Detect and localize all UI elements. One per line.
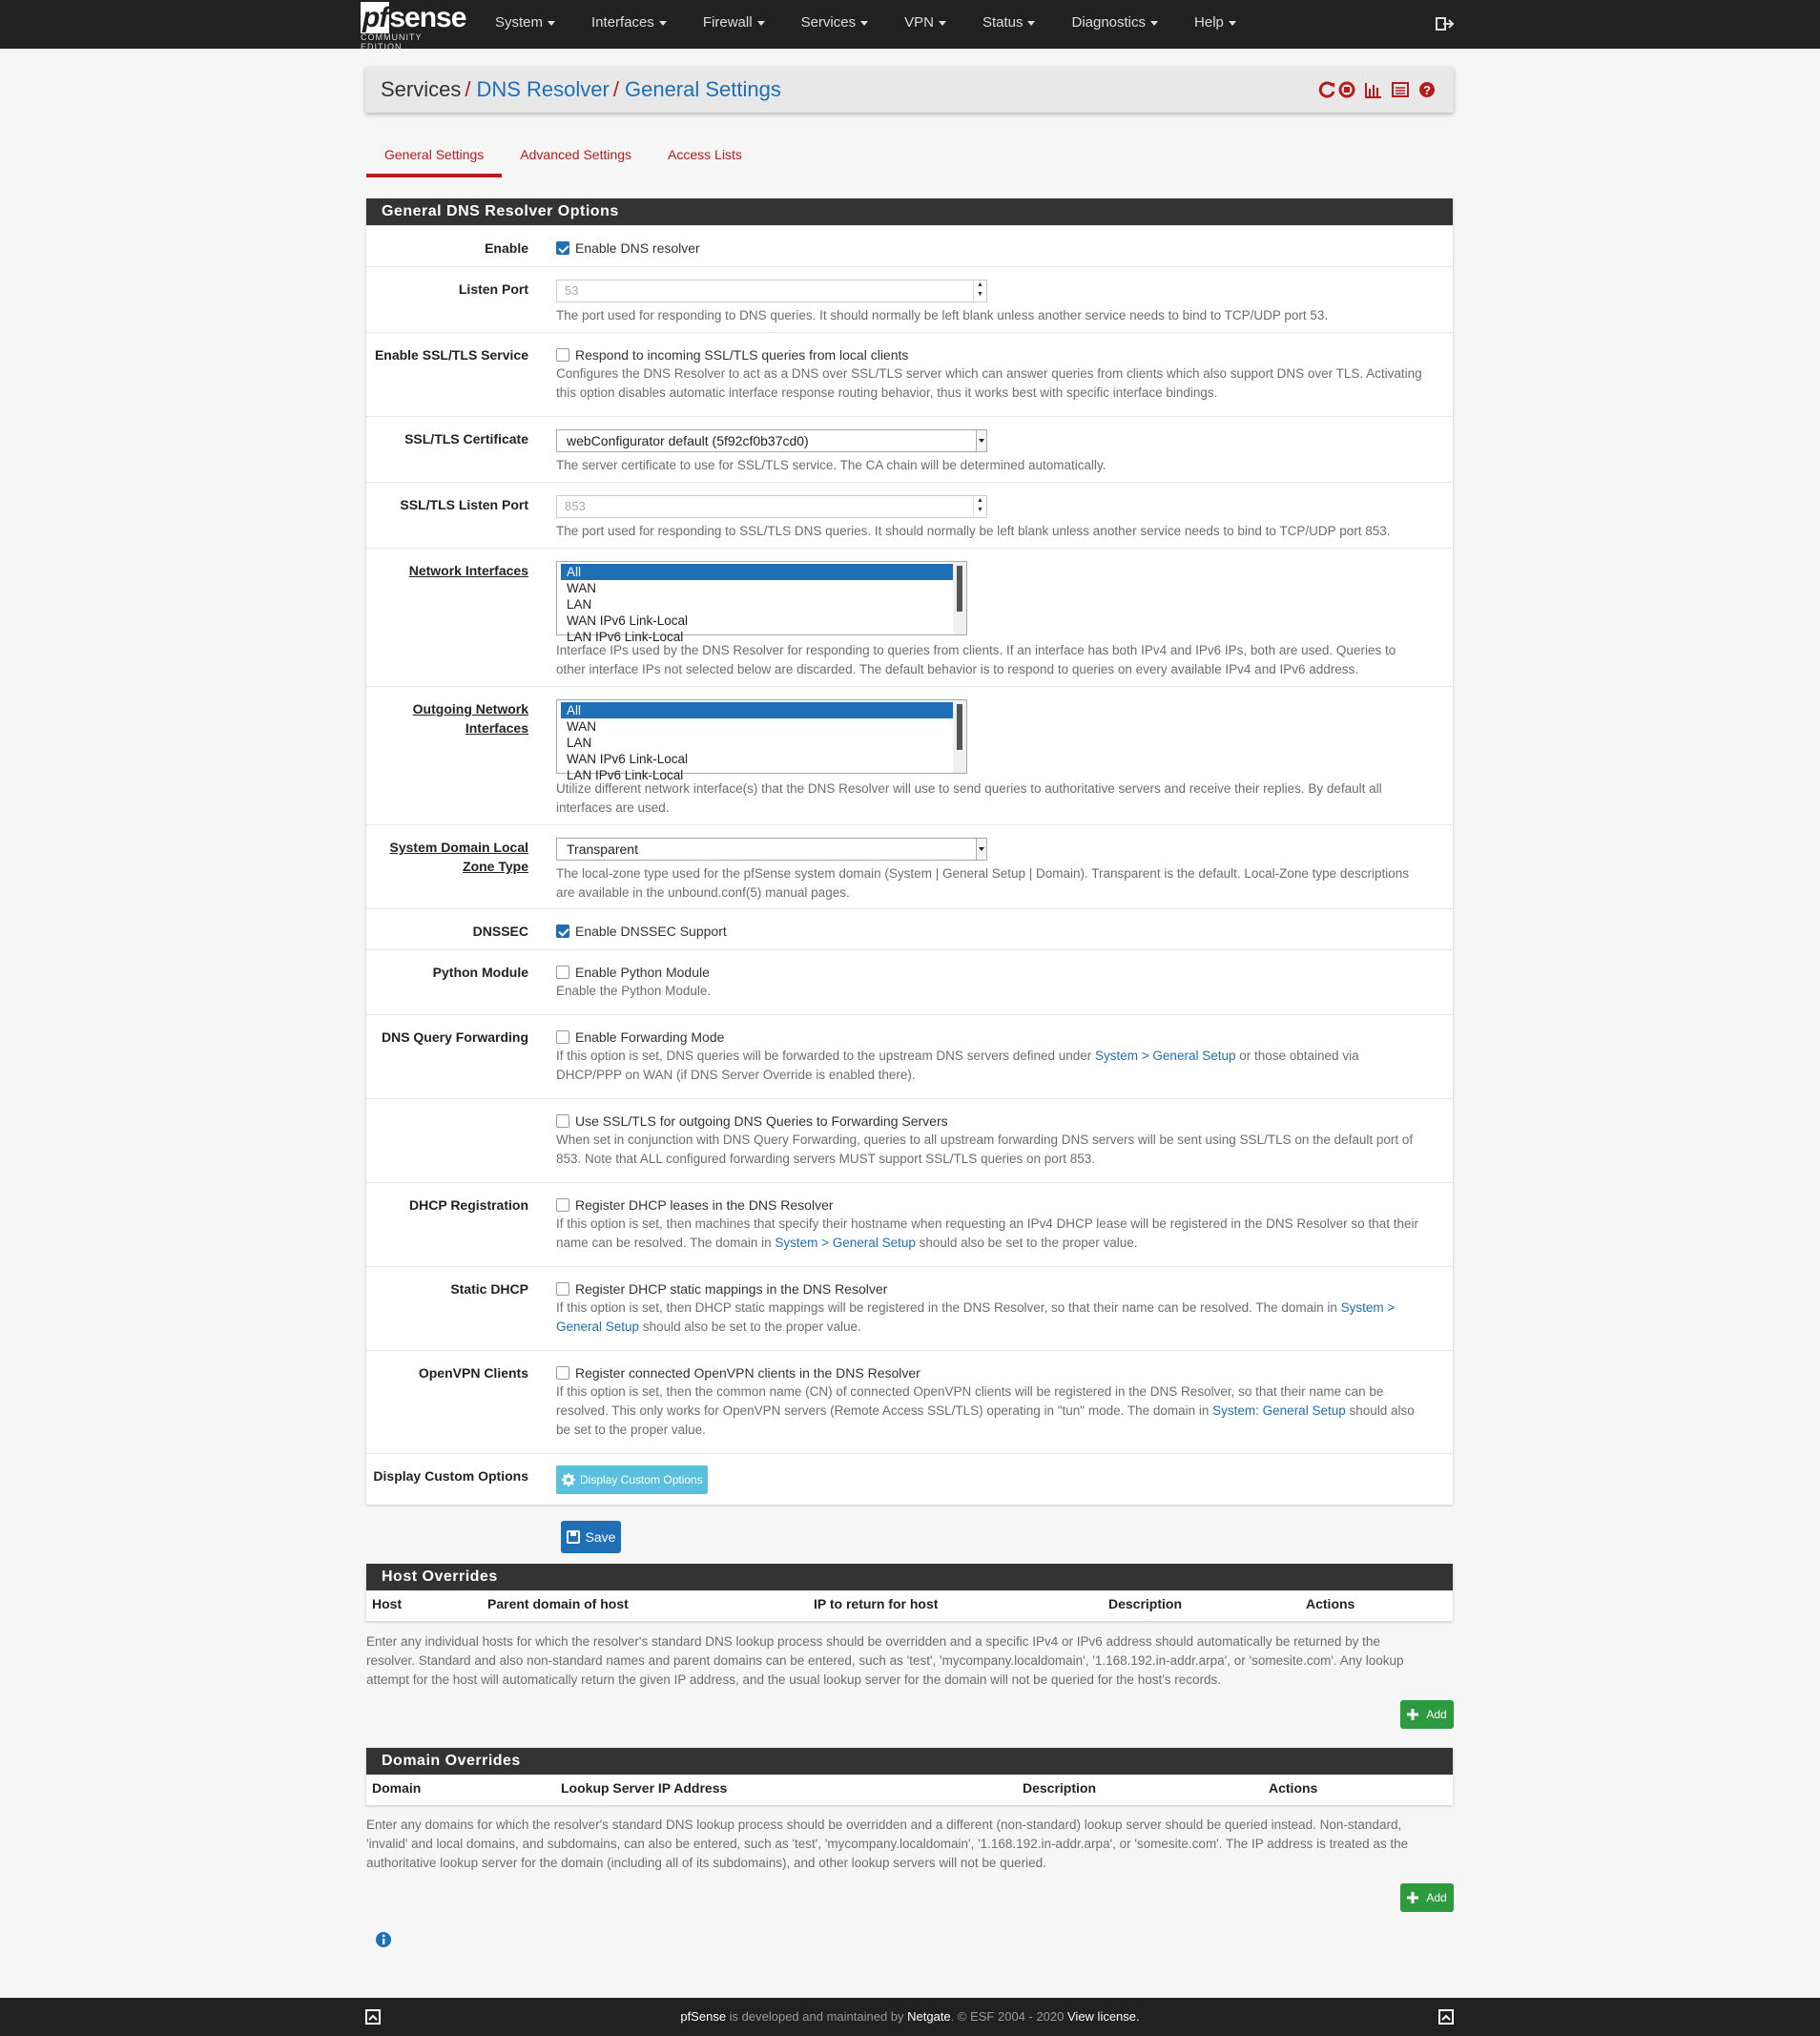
forwarding-mode-checkbox[interactable] [556,1030,569,1044]
expand-icon[interactable] [1438,2009,1454,2025]
menu-status[interactable]: Status [964,0,1054,49]
caret-down-icon [1150,21,1158,26]
tab-general-settings[interactable]: General Settings [366,141,502,177]
ssl-port-input[interactable]: 853 ▲ ▼ [556,495,987,518]
listen-port-input[interactable]: 53 ▲ ▼ [556,280,987,302]
option-lan-ipv6[interactable]: LAN IPv6 Link-Local [567,768,684,782]
row-listen-port: Listen Port 53 ▲ ▼ The port used for responding to DNS queries. It should normally be left blank unless another service needs to bind to TCP/UDP port 53. [366,266,1453,332]
general-setup-link[interactable]: System > General Setup [1095,1049,1236,1063]
column-actions: Actions [1306,1596,1355,1611]
column-host: Host [372,1596,403,1611]
brand-edition: COMMUNITY EDITION [361,32,423,52]
menu-vpn[interactable]: VPN [886,0,964,49]
view-license-link[interactable]: View license. [1067,2009,1140,2024]
save-button[interactable]: Save [561,1521,621,1553]
column-ip: IP to return for host [814,1596,939,1611]
general-setup-link[interactable]: System > General Setup [775,1236,916,1250]
option-lan-ipv6[interactable]: LAN IPv6 Link-Local [567,630,684,644]
option-wan-ipv6[interactable]: WAN IPv6 Link-Local [567,613,689,628]
option-all[interactable]: All [561,564,962,580]
plus-icon [1407,1709,1418,1720]
caret-down-icon [939,21,946,26]
row-custom-options: Display Custom Options Display Custom Options [366,1453,1453,1505]
panel-title: Domain Overrides [366,1748,1453,1775]
scrollbar[interactable] [953,562,966,634]
row-network-interfaces: Network Interfaces All WAN LAN WAN IPv6 Link-Local LAN IPv6 Link-Local Interface IPs used by the DNS Resolver for responding to queries from clients. If an interface has both IPv4 and IPv6 IPs, both are used. Queries to other interface IPs not selected below are discarded. The default behavior is to respond to queries on every available IPv4 and IPv6 address. [366,548,1453,686]
plus-icon [1407,1892,1418,1903]
python-module-checkbox[interactable] [556,966,569,979]
log-icon[interactable] [1391,80,1410,99]
netgate-link[interactable]: Netgate [907,2009,951,2024]
info-icon[interactable] [375,1931,392,1948]
row-ssl-service: Enable SSL/TLS Service Respond to incoming SSL/TLS queries from local clients Configures the DNS Resolver to act as a DNS over SSL/TLS server which can answer queries from clients which also support DNS over TLS. Activating this option disables automatic interface response routing behavior, thus it works best with specific interface bindings. [366,332,1453,416]
caret-down-icon [757,21,765,26]
caret-down-icon [1027,21,1035,26]
menu-diagnostics[interactable]: Diagnostics [1053,0,1176,49]
row-zone-type: System Domain Local Zone Type Transparent The local-zone type used for the pfSense system domain (System | General Setup | Domain). Transparent is the default. Local-Zone type descriptions are available in the unbound.conf(5) manual pages. [366,824,1453,908]
column-description: Description [1108,1596,1183,1611]
caret-down-icon [659,21,667,26]
static-dhcp-checkbox[interactable] [556,1282,569,1296]
row-ssl-cert: SSL/TLS Certificate webConfigurator default (5f92cf0b37cd0) The server certificate to use for SSL/TLS service. The CA chain will be determined automatically. [366,416,1453,482]
dropdown-arrow-icon [976,430,986,451]
column-lookup-server: Lookup Server IP Address [561,1780,728,1796]
caret-down-icon [1229,21,1236,26]
network-interfaces-select[interactable] [556,561,967,644]
dropdown-arrow-icon [976,839,986,860]
breadcrumb-dns-resolver[interactable]: DNS Resolver [476,77,610,101]
breadcrumb-services: Services [381,77,462,101]
option-wan[interactable]: WAN [567,581,596,595]
gear-icon [562,1473,575,1486]
ssl-cert-select[interactable]: webConfigurator default (5f92cf0b37cd0) [556,429,987,452]
host-overrides-panel [366,1564,1453,1621]
add-host-override-button[interactable]: Add [1400,1700,1454,1729]
menu-services[interactable]: Services [783,0,887,49]
tab-advanced-settings[interactable]: Advanced Settings [520,147,632,162]
scrollbar[interactable] [953,700,966,773]
column-domain: Domain [372,1780,422,1796]
forwarding-ssl-checkbox[interactable] [556,1114,569,1128]
display-custom-options-button[interactable]: Display Custom Options [556,1465,708,1494]
row-forwarding: DNS Query Forwarding Enable Forwarding Mode If this option is set, DNS queries will be forwarded to the upstream DNS servers defined under System > General Setup or those obtained via DHCP/PPP on WAN (if DNS Server Override is enabled there). [366,1014,1453,1098]
svg-text:?: ? [1423,83,1431,97]
caret-down-icon [860,21,868,26]
dnssec-checkbox[interactable] [556,925,569,938]
dhcp-registration-checkbox[interactable] [556,1198,569,1212]
row-forwarding-ssl: Use SSL/TLS for outgoing DNS Queries to Forwarding Servers When set in conjunction with DNS Query Forwarding, queries to all upstream forwarding DNS servers will be sent using SSL/TLS on the default port of 853. Note that ALL configured forwarding servers MUST support SSL/TLS queries on port 853. [366,1098,1453,1182]
pfsense-logo[interactable]: pfsense COMMUNITY EDITION [361,2,466,52]
general-setup-link[interactable]: System: General Setup [1212,1403,1346,1418]
table-header [366,1775,1453,1803]
row-dnssec: DNSSEC Enable DNSSEC Support [366,908,1453,949]
row-enable: Enable Enable DNS resolver [366,225,1453,266]
settings-tabs [366,141,760,177]
column-description: Description [1023,1780,1097,1796]
column-parent-domain: Parent domain of host [487,1596,629,1611]
floppy-disk-icon [567,1530,580,1544]
label-enable: Enable [485,240,528,256]
panel-title: Host Overrides [366,1564,1453,1590]
spinner-icon[interactable]: ▲ ▼ [973,280,986,301]
general-setup-link[interactable]: System > [1340,1300,1396,1315]
panel-title: General DNS Resolver Options [366,198,1453,225]
menu-firewall[interactable]: Firewall [685,0,783,49]
menu-interfaces[interactable]: Interfaces [573,0,685,49]
general-options-panel [366,198,1453,1505]
domain-overrides-help: Enter any domains for which the resolver's standard DNS lookup process should be overridden and a different (non-standard) lookup server should be queried instead. Non-standard, 'invalid' and local domains, and subdomains, can also be entered, such as 'test', 'mycompany.localdomain', '1.168.192.in-addr.arpa', or 'somesite.com'. The IP address is treated as the authoritative lookup server for the domain (including all of its subdomains), and other lookup servers will not be queried. [366,1818,1409,1870]
footer-text: pfSense is developed and maintained by Netgate. © ESF 2004 - 2020 View license. [680,2009,1140,2024]
menu-system[interactable]: System [477,0,573,49]
row-ssl-port: SSL/TLS Listen Port 853 ▲ ▼ The port used for responding to SSL/TLS DNS queries. It should normally be left blank unless another service needs to bind to TCP/UDP port 853. [366,482,1453,548]
sign-out-icon[interactable] [1434,13,1455,34]
caret-down-icon [548,21,555,26]
menu-help[interactable]: Help [1176,0,1254,49]
table-header [366,1590,1453,1619]
row-static-dhcp: Static DHCP Register DHCP static mappings in the DNS Resolver If this option is set, then DHCP static mappings will be registered in the DNS Resolver, so that their name can be resolved. The domain in System > General Setup should also be set to the proper value. [366,1266,1453,1350]
option-lan[interactable]: LAN [567,597,592,612]
stop-service-icon[interactable] [1337,80,1356,99]
enable-resolver-checkbox[interactable] [556,241,569,255]
row-openvpn: OpenVPN Clients Register connected OpenVPN clients in the DNS Resolver If this option is set, then the common name (CN) of connected OpenVPN clients will be registered in the DNS Resolver, so that their name can be resolved. This only works for OpenVPN servers (Remote Access SSL/TLS) operating in "tun" mode. The domain in System: General Setup should also be set to the proper value. [366,1350,1453,1453]
ssl-service-checkbox[interactable] [556,348,569,362]
tab-access-lists[interactable]: Access Lists [668,147,742,162]
footer [0,1998,1820,2036]
status-chart-icon[interactable] [1364,80,1383,99]
add-domain-override-button[interactable]: Add [1400,1883,1454,1912]
main-menu [477,0,1254,49]
column-actions: Actions [1269,1780,1318,1796]
general-setup-link[interactable]: General Setup [556,1319,640,1334]
host-overrides-help: Enter any individual hosts for which the resolver's standard DNS lookup process should be overridden and a specific IPv4 or IPv6 address should automatically be returned by the resolver. Standard and also non-standard names and parent domains can be entered, such as 'test', 'mycompany.localdomain', '1.168.192.in-addr.arpa', or 'somesite.com'. Any lookup attempt for the host will automatically return the given IP address, and the usual lookup server for the domain will not be queried for the host's records. [366,1634,1404,1687]
top-navbar [0,0,1820,52]
spinner-icon[interactable]: ▲ ▼ [973,496,986,517]
option-wan[interactable]: WAN [567,719,596,734]
openvpn-clients-checkbox[interactable] [556,1366,569,1380]
breadcrumb-general-settings[interactable]: General Settings [624,77,781,101]
row-outgoing-interfaces: Outgoing Network Interfaces All WAN LAN WAN IPv6 Link-Local LAN IPv6 Link-Local Utilize different network interface(s) that the DNS Resolver will use to send queries to authoritative servers and receive their replies. By default all interfaces are used. [366,686,1453,824]
option-lan[interactable]: LAN [567,736,592,750]
restart-service-icon[interactable] [1318,80,1337,99]
row-dhcp-registration: DHCP Registration Register DHCP leases in the DNS Resolver If this option is set, then machines that specify their hostname when requesting an IPv4 DHCP lease will be registered in the DNS Resolver so that their name can be resolved. The domain in System > General Setup should also be set to the proper value. [366,1182,1453,1266]
breadcrumb: Services / DNS Resolver / General Settings ? [365,67,1454,113]
option-all[interactable]: All [561,702,962,718]
option-wan-ipv6[interactable]: WAN IPv6 Link-Local [567,752,689,766]
zone-type-select[interactable]: Transparent [556,838,987,861]
domain-overrides-panel [366,1748,1453,1805]
outgoing-interfaces-select[interactable] [556,699,967,782]
help-icon[interactable] [1417,80,1437,99]
row-python: Python Module Enable Python Module Enable the Python Module. [366,949,1453,1014]
